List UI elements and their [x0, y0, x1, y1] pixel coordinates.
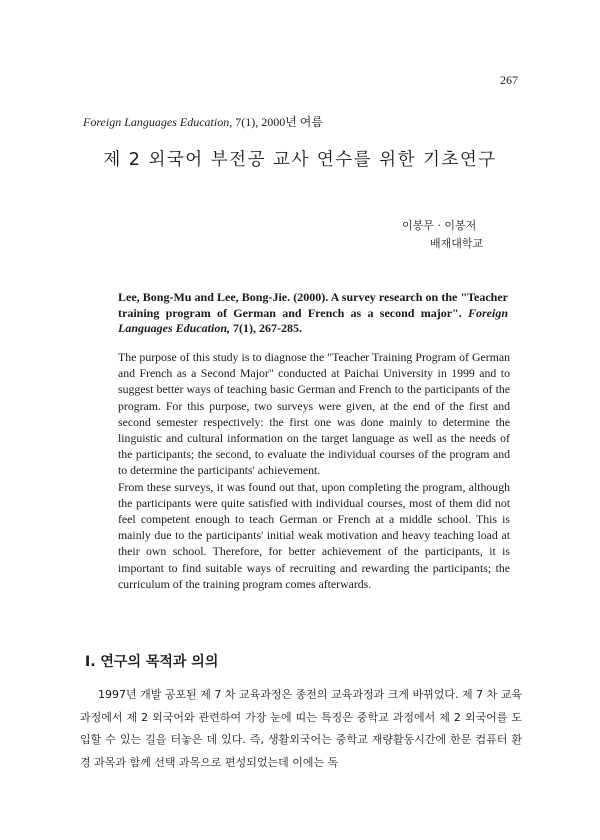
affiliation: 배재대학교: [430, 237, 484, 250]
page-number: 267: [500, 73, 518, 87]
paper-title: 제 2 외국어 부전공 교사 연수를 위한 기초연구: [103, 150, 497, 170]
authors: 이봉무 · 이봉저: [402, 219, 477, 232]
citation-journal: Foreign Languages Education,: [118, 305, 508, 335]
citation-tail: 7(1), 267-285.: [230, 321, 303, 335]
journal-issue: 7(1), 2000년 여름: [232, 115, 323, 129]
abstract-paragraph: The purpose of this study is to diagnose the "Teacher Training Program of German and French as a Second Major" conducted at Paichai University in 1999 and to suggest better ways of teaching basic German and French to the participants of the program. For this purpose, two surveys were given, at the end of the first and second semester respectively: the first one was done mainly to determine the linguistic and cultural information on the target language as well as the needs of the participants; the second, to evaluate the individual courses of the program and to determine the participants' achievement.: [118, 350, 510, 478]
citation-text: Lee, Bong-Mu and Lee, Bong-Jie. (2000). A survey research on the "Teacher training program of German and French as a second major".: [118, 290, 508, 320]
section-heading: Ⅰ. 연구의 목적과 의의: [85, 654, 219, 670]
journal-line: [83, 113, 323, 130]
journal-name: Foreign Languages Education,: [83, 115, 233, 129]
citation: [118, 290, 508, 337]
body-paragraph: 1997년 개발 공포된 제 7 차 교육과정은 종전의 교육과정과 크게 바뀌었다. 제 7 차 교육 과정에서 제 2 외국어와 관련하여 가장 눈에 띠는 특징은 중학교 과정에서 제 2 외국어를 도입할 수 있는 길을 터놓은 데 있다. 즉, 생활외국어는 중학교 재량활동시간에 한문 컴퓨터 환경 과목과 함께 선택 과목으로 편성되었는데 이에는 독: [80, 688, 522, 769]
abstract-paragraph: From these surveys, it was found out that, upon completing the program, although the participants were quite satisfied with individual courses, most of them did not feel competent enough to teach German or French at a middle school. This is mainly due to the participants' initial weak motivation and heavy teaching load at their own school. Therefore, for better achievement of the participants, it is important to find suitable ways of recruiting and rewarding the participants; the curriculum of the training program comes afterwards.: [118, 479, 510, 591]
abstract: [118, 349, 510, 592]
